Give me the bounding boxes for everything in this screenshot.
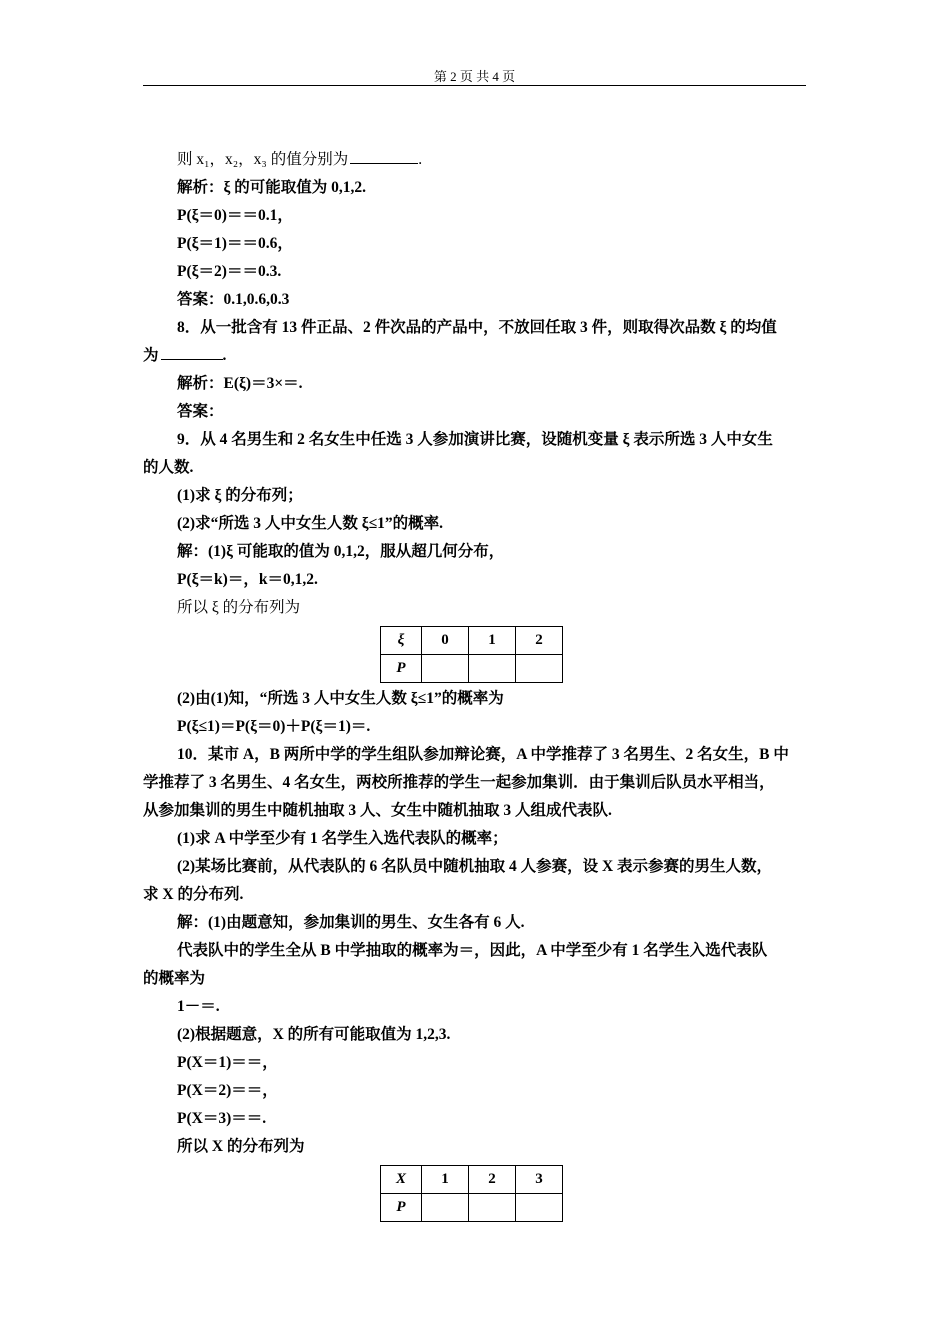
table-cell: ξ (381, 627, 422, 655)
table-cell (422, 1194, 469, 1222)
q8-stem: 8．从一批含有 13 件正品、2 件次品的产品中，不放回任取 3 件，则取得次品数 ξ 的均值 (177, 319, 777, 336)
formula-line: P(ξ＝0)＝＝0.1， (177, 207, 293, 224)
table-cell: 2 (516, 627, 563, 655)
q10-stem-cont: 学推荐了 3 名男生、4 名女生，两校所推荐的学生一起参加集训．由于集训后队员水平相当， (143, 774, 775, 791)
header-rule (143, 85, 806, 86)
q9-part1: (1)求 ξ 的分布列； (177, 487, 303, 504)
table-cell: X (381, 1166, 422, 1194)
q10-solution: 代表队中的学生全从 B 中学抽取的概率为＝，因此，A 中学至少有 1 名学生入选代表队 (177, 942, 768, 959)
q10-solution: P(X＝3)＝＝. (177, 1110, 267, 1127)
q9-stem-cont: 的人数. (143, 459, 194, 476)
analysis-line: 解析：ξ 的可能取值为 0,1,2. (177, 179, 367, 196)
table-row (381, 627, 563, 655)
answer-line: 答案：0.1,0.6,0.3 (177, 291, 290, 308)
table-row (381, 1194, 563, 1222)
q9-solution: (2)由(1)知，“所选 3 人中女生人数 ξ≤1”的概率为 (177, 690, 504, 707)
q10-stem-cont: 从参加集训的男生中随机抽取 3 人、女生中随机抽取 3 人组成代表队. (143, 802, 612, 819)
q10-solution: 所以 X 的分布列为 (177, 1138, 305, 1155)
formula-line: P(ξ＝1)＝＝0.6， (177, 235, 293, 252)
table-cell (469, 1194, 516, 1222)
q10-stem: 10．某市 A，B 两所中学的学生组队参加辩论赛，A 中学推荐了 3 名男生、2 名女生，B 中 (177, 746, 789, 763)
table-cell (516, 655, 563, 683)
table-cell: 1 (469, 627, 516, 655)
q10-solution: 1－＝. (177, 998, 220, 1015)
table-cell: 1 (422, 1166, 469, 1194)
document-body (143, 146, 806, 1224)
q10-solution: P(X＝1)＝＝， (177, 1054, 278, 1071)
q10-solution: P(X＝2)＝＝， (177, 1082, 278, 1099)
distribution-table-xi (380, 626, 563, 683)
table-cell: 0 (422, 627, 469, 655)
q10-solution: 的概率为 (143, 970, 206, 987)
table-cell: 3 (516, 1166, 563, 1194)
q10-part2: (2)某场比赛前，从代表队的 6 名队员中随机抽取 4 人参赛，设 X 表示参赛的男生人数， (177, 858, 773, 875)
q10-part2-cont: 求 X 的分布列. (143, 886, 244, 903)
q9-solution: 所以 ξ 的分布列为 (177, 599, 301, 616)
q9-solution: P(ξ≤1)＝P(ξ＝0)＋P(ξ＝1)＝. (177, 718, 371, 735)
q8-analysis: 解析：E(ξ)＝3×＝. (177, 375, 303, 392)
answer-blank (161, 344, 223, 360)
q9-part2: (2)求“所选 3 人中女生人数 ξ≤1”的概率. (177, 515, 443, 532)
formula-line: P(ξ＝2)＝＝0.3. (177, 263, 282, 280)
q9-stem: 9．从 4 名男生和 2 名女生中任选 3 人参加演讲比赛，设随机变量 ξ 表示所选 3 人中女生 (177, 431, 773, 448)
table-row (381, 1166, 563, 1194)
answer-blank (350, 148, 418, 164)
table-cell (422, 655, 469, 683)
q10-part1: (1)求 A 中学至少有 1 名学生入选代表队的概率； (177, 830, 508, 847)
q8-answer: 答案： (177, 403, 224, 420)
table-cell: 2 (469, 1166, 516, 1194)
table-cell (469, 655, 516, 683)
q10-solution: 解：(1)由题意知，参加集训的男生、女生各有 6 人. (177, 914, 525, 931)
q9-solution: P(ξ＝k)＝，k＝0,1,2. (177, 571, 318, 588)
distribution-table-x (380, 1165, 563, 1222)
table-cell: P (381, 655, 422, 683)
table-row (381, 655, 563, 683)
line-x-values: 则 x₁，x₂，x₃ 的值分别为 . (143, 146, 806, 174)
table-cell (516, 1194, 563, 1222)
table-cell: P (381, 1194, 422, 1222)
q9-solution: 解：(1)ξ 可能取的值为 0,1,2，服从超几何分布， (177, 543, 505, 560)
q10-solution: (2)根据题意，X 的所有可能取值为 1,2,3. (177, 1026, 451, 1043)
q8-stem-cont: 为 . (143, 342, 806, 370)
page-header: 第 2 页 共 4 页 (433, 69, 516, 84)
